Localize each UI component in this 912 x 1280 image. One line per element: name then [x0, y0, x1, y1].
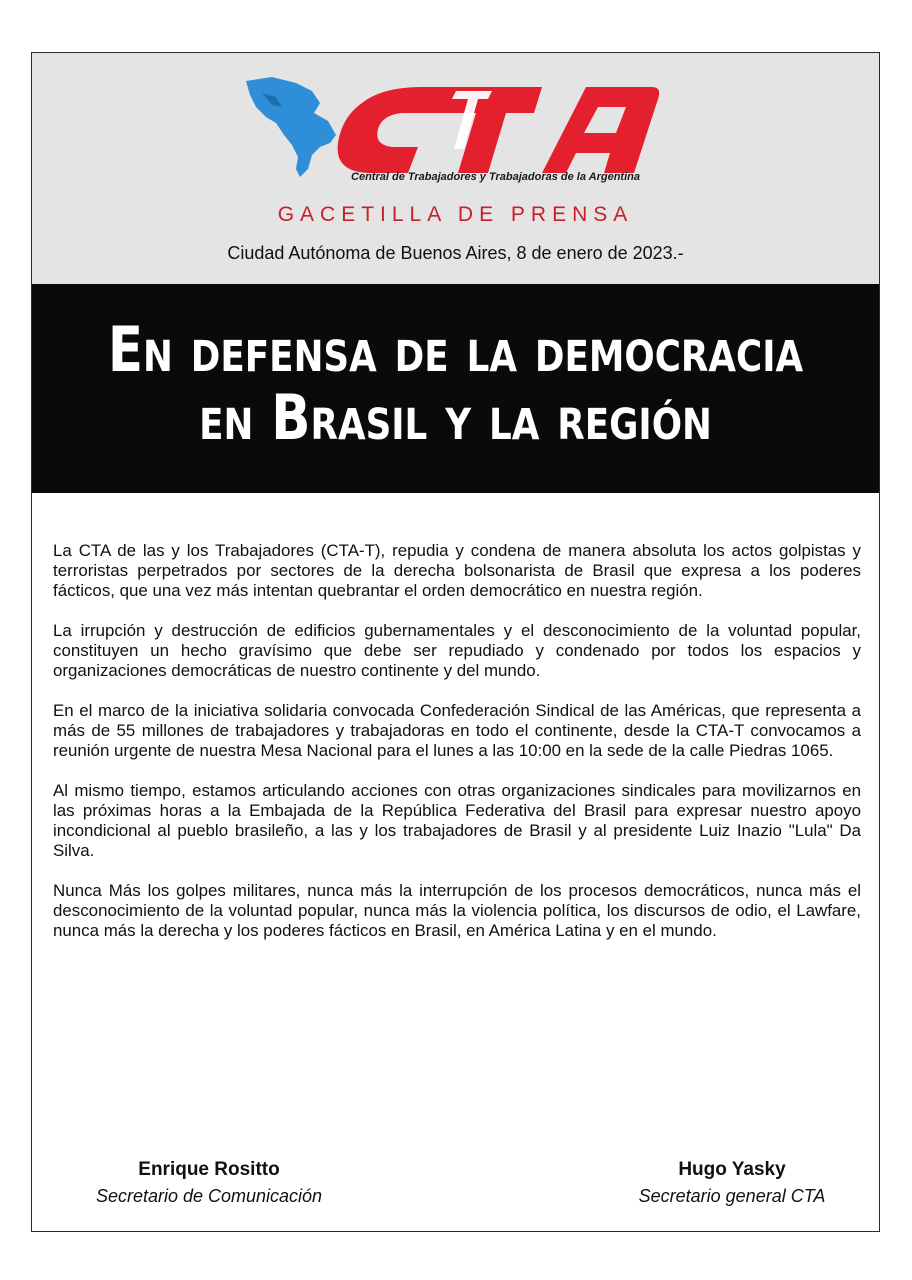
signature-block	[80, 1157, 338, 1209]
cta-logo	[242, 73, 662, 185]
body-text	[53, 541, 861, 961]
americas-map-icon	[246, 77, 336, 177]
headline-line-1: En defensa de la democracia	[107, 313, 804, 386]
logo-letter-a	[542, 87, 659, 173]
header	[32, 53, 879, 284]
press-release-kicker: GACETILLA DE PRENSA	[277, 203, 634, 226]
paragraph: En el marco de la iniciativa solidaria convocada Confederación Sindical de las Américas, que representa a más de 55 millones de trabajadores y trabajadoras en todo el continente, desde la CTA-T convocamos a reunión urgente de nuestra Mesa Nacional para el lunes a las 10:00 en la sede de la calle Piedras 1065.	[53, 701, 861, 760]
signature-name: Enrique Rositto	[138, 1159, 280, 1180]
logo-letter-t	[430, 87, 542, 173]
signature-block	[622, 1157, 842, 1209]
logo-subtitle: Central de Trabajadores y Trabajadoras de la Argentina	[351, 171, 640, 183]
paragraph: La CTA de las y los Trabajadores (CTA-T), repudia y condena de manera absoluta los actos golpistas y terroristas perpetrados por sectores de la derecha bolsonarista de Brasil que expresa a los poderes fácticos, que una vez más intentan quebrantar el orden democrático en nuestra región.	[53, 541, 861, 600]
paragraph: Nunca Más los golpes militares, nunca más la interrupción de los procesos democráticos, nunca más el desconocimiento de la voluntad popular, nunca más la violencia política, los discursos de odio, el Lawfare, nunca más la derecha y los poderes fácticos en Brasil, en América Latina y en el mundo.	[53, 881, 861, 940]
title-band	[32, 284, 879, 493]
logo-text: CTA	[242, 73, 244, 74]
signature-role: Secretario general CTA	[638, 1186, 826, 1206]
paragraph: Al mismo tiempo, estamos articulando acciones con otras organizaciones sindicales para movilizarnos en las próximas horas a la Embajada de la República Federativa del Brasil para expresar nuestro apoyo incondicional al pueblo brasileño, a las y los trabajadores de Brasil y al presidente Luiz Inazio "Lula" Da Silva.	[53, 781, 861, 860]
press-release-frame	[31, 52, 880, 1232]
signature-role: Secretario de Comunicación	[95, 1186, 323, 1206]
headline	[104, 313, 807, 454]
signature-name: Hugo Yasky	[678, 1159, 786, 1180]
logo-letter-c	[338, 87, 442, 173]
headline-line-2: en Brasil y la región	[199, 381, 712, 454]
paragraph: La irrupción y destrucción de edificios gubernamentales y el desconocimiento de la voluntad popular, constituyen un hecho gravísimo que debe ser repudiado y condenado por todos los espacios y organizaciones democráticas de nuestro continente y del mundo.	[53, 621, 861, 680]
dateline: Ciudad Autónoma de Buenos Aires, 8 de enero de 2023.-	[227, 243, 684, 263]
